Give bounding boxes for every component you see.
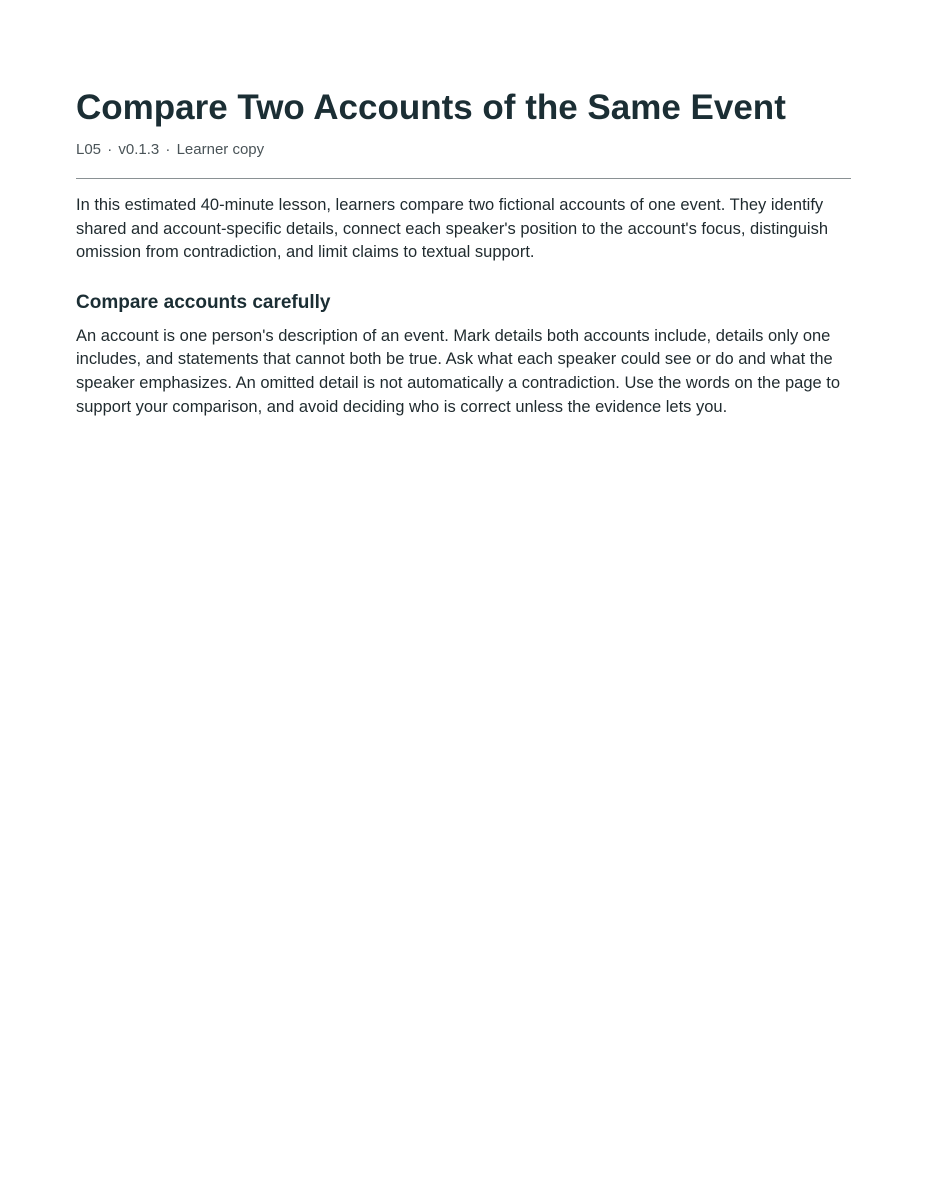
meta-separator: · bbox=[107, 141, 113, 158]
header-divider bbox=[76, 178, 851, 179]
lesson-code: L05 bbox=[76, 141, 102, 158]
version-label: v0.1.3 bbox=[118, 141, 160, 158]
meta-separator: · bbox=[165, 141, 171, 158]
document-meta bbox=[76, 141, 851, 159]
section-heading: Compare accounts carefully bbox=[76, 291, 331, 313]
section-body: An account is one person's description of an event. Mark details both accounts include, details only one includes, and statements that cannot both be true. Ask what each speaker could see or do and what the speaker emphasizes. An omitted detail is not automatically a contradiction. Use the words on the page to support your comparison, and avoid deciding who is correct unless the evidence lets you. bbox=[76, 326, 841, 416]
intro-paragraph: In this estimated 40-minute lesson, learners compare two fictional accounts of one event. They identify shared and account-specific details, connect each speaker's position to the account's focus, distinguish omission from contradiction, and limit claims to textual support. bbox=[76, 196, 828, 261]
copy-type-label: Learner copy bbox=[176, 141, 265, 158]
page-title: Compare Two Accounts of the Same Event bbox=[76, 88, 786, 127]
